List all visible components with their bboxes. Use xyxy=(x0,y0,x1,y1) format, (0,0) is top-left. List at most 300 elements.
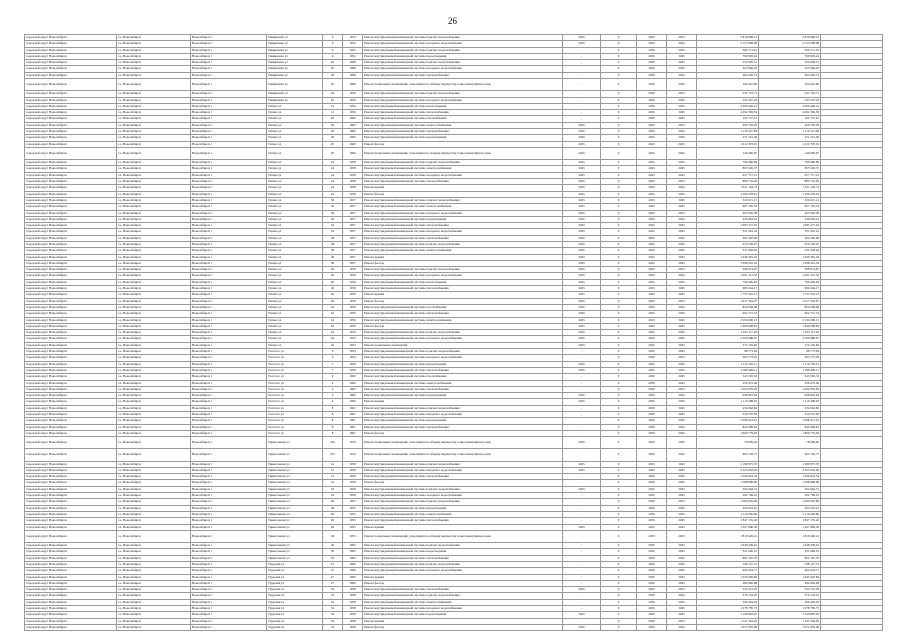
house-cell: 12 xyxy=(323,103,343,109)
district-cell: г.о. Новосибирск xyxy=(117,210,191,216)
work-type-cell: Ремонт внутридомовой инженерной системы электроснабжения xyxy=(363,204,563,210)
house-cell: 8 xyxy=(323,430,343,436)
locality-cell: Новосибирск г xyxy=(191,418,267,424)
total-cost-cell: 1 180 875,70 xyxy=(759,461,821,467)
plan-year-cell: 2045 xyxy=(563,223,601,229)
house-cell: 34 xyxy=(323,229,343,235)
plan-year-cell: 2045 xyxy=(563,467,601,473)
municipality-cell: городской округ Новосибирск xyxy=(25,292,117,298)
plan-year-cell: 2045 xyxy=(563,254,601,260)
district-cell: г.о. Новосибирск xyxy=(117,160,191,166)
year-cell: 1962 xyxy=(343,549,363,555)
cost-cell: 1 266 623,54 xyxy=(697,474,759,480)
work-type-cell: Ремонт внутридомовой инженерной системы водоотведения xyxy=(363,135,563,141)
start-year-cell: 2045 xyxy=(637,135,667,141)
plan-year-cell: 2045 xyxy=(563,260,601,266)
work-type-cell: Ремонт фасада xyxy=(363,260,563,266)
end-year-cell: 2045 xyxy=(667,248,697,254)
locality-cell: Новосибирск г xyxy=(191,336,267,342)
work-type-cell: Ремонт подвальных помещений, относящихся к общему имуществу в многоквартирном доме xyxy=(363,147,563,159)
end-year-cell: 2045 xyxy=(667,505,697,511)
end-year-cell: 2045 xyxy=(667,330,697,336)
locality-cell: Новосибирск г xyxy=(191,380,267,386)
locality-cell: Новосибирск г xyxy=(191,580,267,586)
street-cell: Трудовая ул xyxy=(267,599,323,605)
year-cell: 1959 xyxy=(343,323,363,329)
street-cell: Трикотажная ул xyxy=(267,493,323,499)
end-year-cell: 2045 xyxy=(667,342,697,348)
total-cost-cell: 657 717,12 xyxy=(759,172,821,178)
total-cost-cell: 1 266 623,54 xyxy=(759,474,821,480)
plan-year-cell: - xyxy=(563,593,601,599)
municipality-cell: городской округ Новосибирск xyxy=(25,147,117,159)
municipality-cell: городской округ Новосибирск xyxy=(25,555,117,561)
end-year-cell: 2045 xyxy=(667,399,697,405)
cost-cell: 146 060,97 xyxy=(697,147,759,159)
district-cell: г.о. Новосибирск xyxy=(117,568,191,574)
street-cell: Титова ул xyxy=(267,160,323,166)
work-type-cell: Ремонт внутридомовой инженерной системы холодного водоснабжения xyxy=(363,355,563,361)
cost-cell: 948 801,94 xyxy=(697,393,759,399)
work-type-cell: Ремонт подвальных помещений, относящихся к общему имуществу в многоквартирном доме xyxy=(363,79,563,91)
street-cell: Трудовая ул xyxy=(267,561,323,567)
house-cell: 6 xyxy=(323,47,343,53)
start-year-cell: 2045 xyxy=(637,35,667,41)
district-cell: г.о. Новосибирск xyxy=(117,197,191,203)
plan-year-cell: 2045 xyxy=(563,342,601,348)
end-year-cell: 2045 xyxy=(667,129,697,135)
total-cost-cell: 464 026,73 xyxy=(759,72,821,78)
street-cell: Титова ул xyxy=(267,336,323,342)
plan-year-cell: - xyxy=(563,380,601,386)
street-cell: Толстого ул xyxy=(267,380,323,386)
total-cost-cell: 398 014,87 xyxy=(759,267,821,273)
total-cost-cell: 1 098 261,54 xyxy=(759,260,821,266)
street-cell: Трикотажная ул xyxy=(267,505,323,511)
start-year-cell: 2045 xyxy=(637,141,667,147)
start-year-cell: 2045 xyxy=(637,210,667,216)
cost-cell: 351 901,24 xyxy=(697,229,759,235)
flag-cell: 0 xyxy=(601,91,637,97)
year-cell: 1955 xyxy=(343,511,363,517)
flag-cell: 0 xyxy=(601,386,637,392)
street-cell: Титова ул xyxy=(267,248,323,254)
district-cell: г.о. Новосибирск xyxy=(117,336,191,342)
locality-cell: Новосибирск г xyxy=(191,279,267,285)
start-year-cell: 2045 xyxy=(637,122,667,128)
street-cell: Титова ул xyxy=(267,223,323,229)
flag-cell: 0 xyxy=(601,141,637,147)
start-year-cell: 2030 xyxy=(637,555,667,561)
cost-cell: 4 292 369,59 xyxy=(697,110,759,116)
house-cell: 32 xyxy=(323,618,343,624)
work-type-cell: Ремонт внутридомовой инженерной системы электроснабжения xyxy=(363,511,563,517)
year-cell: 1960 xyxy=(343,116,363,122)
end-year-cell: 2045 xyxy=(667,618,697,624)
flag-cell: 0 xyxy=(601,349,637,355)
year-cell: 1955 xyxy=(343,524,363,530)
end-year-cell: 2045 xyxy=(667,103,697,109)
plan-year-cell: 2045 xyxy=(563,286,601,292)
total-cost-cell: 4 292 369,59 xyxy=(759,110,821,116)
house-cell: 49 xyxy=(323,511,343,517)
total-cost-cell: 2 194 600,15 xyxy=(759,317,821,323)
municipality-cell: городской округ Новосибирск xyxy=(25,430,117,436)
total-cost-cell: 2 523 632,20 xyxy=(759,467,821,473)
cost-cell: 798 127,31 xyxy=(697,561,759,567)
total-cost-cell: 309 171,91 xyxy=(759,47,821,53)
plan-year-cell: 2045 xyxy=(563,298,601,304)
street-cell: Тимирязева ул xyxy=(267,66,323,72)
house-cell: 49 xyxy=(323,518,343,524)
street-cell: Титова ул xyxy=(267,273,323,279)
flag-cell: 0 xyxy=(601,191,637,197)
start-year-cell: 2045 xyxy=(637,317,667,323)
start-year-cell: 2030 xyxy=(637,568,667,574)
work-type-cell: Ремонт внутридомовой инженерной системы водоотведения xyxy=(363,53,563,59)
plan-year-cell: - xyxy=(563,79,601,91)
flag-cell: 0 xyxy=(601,524,637,530)
district-cell: г.о. Новосибирск xyxy=(117,311,191,317)
work-type-cell: Ремонт внутридомовой инженерной системы теплоснабжения xyxy=(363,72,563,78)
flag-cell: 0 xyxy=(601,235,637,241)
work-type-cell: Ремонт внутридомовой инженерной системы горячего водоснабжения xyxy=(363,197,563,203)
house-cell: 27 xyxy=(323,568,343,574)
end-year-cell: 2045 xyxy=(667,191,697,197)
locality-cell: Новосибирск г xyxy=(191,467,267,473)
locality-cell: Новосибирск г xyxy=(191,129,267,135)
locality-cell: Новосибирск г xyxy=(191,561,267,567)
total-cost-cell: 351 901,24 xyxy=(759,229,821,235)
house-cell: 49 xyxy=(323,524,343,530)
flag-cell: 0 xyxy=(601,580,637,586)
locality-cell: Новосибирск г xyxy=(191,549,267,555)
locality-cell: Новосибирск г xyxy=(191,135,267,141)
cost-cell: 305 773,93 xyxy=(697,355,759,361)
locality-cell: Новосибирск г xyxy=(191,273,267,279)
cost-cell: 880 732,02 xyxy=(697,179,759,185)
municipality-cell: городской округ Новосибирск xyxy=(25,141,117,147)
note-cell xyxy=(821,79,883,91)
end-year-cell: 2045 xyxy=(667,223,697,229)
work-type-cell: Ремонт внутридомовой инженерной системы водоотведения xyxy=(363,549,563,555)
total-cost-cell: 406 765,93 xyxy=(759,122,821,128)
flag-cell: 0 xyxy=(601,336,637,342)
note-cell xyxy=(821,437,883,449)
house-cell: 42 xyxy=(323,323,343,329)
plan-year-cell: 2045 xyxy=(563,273,601,279)
municipality-cell: городской округ Новосибирск xyxy=(25,179,117,185)
total-cost-cell: 805 526,37 xyxy=(759,166,821,172)
municipality-cell: городской округ Новосибирск xyxy=(25,185,117,191)
street-cell: Тимирязева ул xyxy=(267,72,323,78)
flag-cell: 0 xyxy=(601,618,637,624)
plan-year-cell: - xyxy=(563,530,601,542)
year-cell: 1958 xyxy=(343,467,363,473)
street-cell: Трудовая ул xyxy=(267,568,323,574)
house-cell: 43 xyxy=(323,493,343,499)
district-cell: г.о. Новосибирск xyxy=(117,474,191,480)
street-cell: Титова ул xyxy=(267,229,323,235)
end-year-cell: 2045 xyxy=(667,197,697,203)
cost-cell: 1 046 381,18 xyxy=(697,254,759,260)
year-cell: 1952 xyxy=(343,35,363,41)
total-cost-cell: 1 110 408,20 xyxy=(759,399,821,405)
street-cell: Трикотажная ул xyxy=(267,518,323,524)
flag-cell: 0 xyxy=(601,298,637,304)
locality-cell: Новосибирск г xyxy=(191,166,267,172)
locality-cell: Новосибирск г xyxy=(191,97,267,103)
end-year-cell: 2045 xyxy=(667,147,697,159)
house-cell: 32 xyxy=(323,587,343,593)
cost-cell: 1 069 602,86 xyxy=(697,499,759,505)
flag-cell: 0 xyxy=(601,405,637,411)
end-year-cell: 2045 xyxy=(667,210,697,216)
end-year-cell: 2045 xyxy=(667,166,697,172)
plan-year-cell: 2045 xyxy=(563,185,601,191)
municipality-cell: городской округ Новосибирск xyxy=(25,418,117,424)
start-year-cell: 2030 xyxy=(637,618,667,624)
district-cell: г.о. Новосибирск xyxy=(117,216,191,222)
street-cell: Тимирязева ул xyxy=(267,79,323,91)
total-cost-cell: 464 419,71 xyxy=(759,568,821,574)
work-type-cell: Ремонт крыши xyxy=(363,399,563,405)
locality-cell: Новосибирск г xyxy=(191,110,267,116)
year-cell: 1960 xyxy=(343,129,363,135)
start-year-cell: 2045 xyxy=(637,399,667,405)
house-cell: 32 xyxy=(323,605,343,611)
cost-cell: 484 682,08 xyxy=(697,580,759,586)
year-cell: 1958 xyxy=(343,367,363,373)
district-cell: г.о. Новосибирск xyxy=(117,66,191,72)
locality-cell: Новосибирск г xyxy=(191,342,267,348)
year-cell: 1959 xyxy=(343,273,363,279)
work-type-cell: Ремонт внутридомовой инженерной системы теплоснабжения xyxy=(363,424,563,430)
street-cell: Трикотажная ул xyxy=(267,524,323,530)
house-cell: 26 xyxy=(323,66,343,72)
year-cell: 1958 xyxy=(343,605,363,611)
plan-year-cell: - xyxy=(563,430,601,436)
street-cell: Титова ул xyxy=(267,166,323,172)
municipality-cell: городской округ Новосибирск xyxy=(25,587,117,593)
end-year-cell: 2045 xyxy=(667,530,697,542)
street-cell: Тимирязева ул xyxy=(267,47,323,53)
work-type-cell: Ремонт внутридомовой инженерной системы холодного водоснабжения xyxy=(363,568,563,574)
municipality-cell: городской округ Новосибирск xyxy=(25,210,117,216)
flag-cell: 0 xyxy=(601,530,637,542)
municipality-cell: городской округ Новосибирск xyxy=(25,349,117,355)
district-cell: г.о. Новосибирск xyxy=(117,461,191,467)
municipality-cell: городской округ Новосибирск xyxy=(25,323,117,329)
municipality-cell: городской округ Новосибирск xyxy=(25,116,117,122)
house-cell: 44 xyxy=(323,336,343,342)
cost-cell: 98 773,64 xyxy=(697,349,759,355)
cost-cell: 376 134,01 xyxy=(697,593,759,599)
municipality-cell: городской округ Новосибирск xyxy=(25,412,117,418)
plan-year-cell: 2045 xyxy=(563,129,601,135)
total-cost-cell: 274 145,60 xyxy=(759,342,821,348)
year-cell: 1955 xyxy=(343,530,363,542)
start-year-cell: 2045 xyxy=(637,486,667,492)
house-cell: 20 xyxy=(323,141,343,147)
street-cell: Толстого ул xyxy=(267,405,323,411)
plan-year-cell: 2045 xyxy=(563,166,601,172)
total-cost-cell: 231 701,71 xyxy=(759,91,821,97)
flag-cell: 0 xyxy=(601,399,637,405)
flag-cell: 0 xyxy=(601,204,637,210)
plan-year-cell: 2045 xyxy=(563,147,601,159)
total-cost-cell: 543 565,33 xyxy=(759,374,821,380)
cost-cell: 396 404,03 xyxy=(697,599,759,605)
total-cost-cell: 1 045 620,84 xyxy=(759,574,821,580)
cost-cell: 1 062 835,83 xyxy=(697,386,759,392)
end-year-cell: 2045 xyxy=(667,110,697,116)
locality-cell: Новосибирск г xyxy=(191,349,267,355)
plan-year-cell: 2045 xyxy=(563,624,601,630)
district-cell: г.о. Новосибирск xyxy=(117,191,191,197)
district-cell: г.о. Новосибирск xyxy=(117,437,191,449)
total-cost-cell: 1 166 893,05 xyxy=(759,612,821,618)
year-cell: 1957 xyxy=(343,241,363,247)
end-year-cell: 2045 xyxy=(667,72,697,78)
cost-cell: 254 609,51 xyxy=(697,60,759,66)
municipality-cell: городской округ Новосибирск xyxy=(25,399,117,405)
district-cell: г.о. Новосибирск xyxy=(117,129,191,135)
district-cell: г.о. Новосибирск xyxy=(117,72,191,78)
end-year-cell: 2045 xyxy=(667,298,697,304)
municipality-cell: городской округ Новосибирск xyxy=(25,223,117,229)
plan-year-cell: 2045 xyxy=(563,172,601,178)
work-type-cell: Ремонт внутридомовой инженерной системы теплоснабжения xyxy=(363,367,563,373)
start-year-cell: 2030 xyxy=(637,380,667,386)
locality-cell: Новосибирск г xyxy=(191,66,267,72)
flag-cell: 0 xyxy=(601,374,637,380)
district-cell: г.о. Новосибирск xyxy=(117,298,191,304)
plan-year-cell: - xyxy=(563,405,601,411)
street-cell: Титова ул xyxy=(267,311,323,317)
municipality-cell: городской округ Новосибирск xyxy=(25,304,117,310)
house-cell: 44 xyxy=(323,342,343,348)
work-type-cell: Ремонт внутридомовой инженерной системы горячего водоснабжения xyxy=(363,561,563,567)
start-year-cell: 2045 xyxy=(637,342,667,348)
start-year-cell: 2045 xyxy=(637,267,667,273)
end-year-cell: 2045 xyxy=(667,412,697,418)
street-cell: Титова ул xyxy=(267,103,323,109)
street-cell: Трудовая ул xyxy=(267,593,323,599)
plan-year-cell: 2045 xyxy=(563,279,601,285)
locality-cell: Новосибирск г xyxy=(191,386,267,392)
work-type-cell: Ремонт внутридомовой инженерной системы газоснабжения xyxy=(363,304,563,310)
locality-cell: Новосибирск г xyxy=(191,330,267,336)
start-year-cell: 2045 xyxy=(637,185,667,191)
start-year-cell: 2030 xyxy=(637,505,667,511)
municipality-cell: городской округ Новосибирск xyxy=(25,204,117,210)
municipality-cell: городской округ Новосибирск xyxy=(25,254,117,260)
cost-cell: 1 119 050,66 xyxy=(697,511,759,517)
district-cell: г.о. Новосибирск xyxy=(117,254,191,260)
cost-cell: 274 145,60 xyxy=(697,342,759,348)
municipality-cell: городской округ Новосибирск xyxy=(25,286,117,292)
total-cost-cell: 364 664,72 xyxy=(759,486,821,492)
plan-year-cell: 2045 xyxy=(563,179,601,185)
locality-cell: Новосибирск г xyxy=(191,298,267,304)
work-type-cell: Ремонт внутридомовой инженерной системы теплоснабжения xyxy=(363,555,563,561)
plan-year-cell: - xyxy=(563,116,601,122)
plan-year-cell: - xyxy=(563,480,601,486)
locality-cell: Новосибирск г xyxy=(191,47,267,53)
locality-cell: Новосибирск г xyxy=(191,216,267,222)
start-year-cell: 2030 xyxy=(637,47,667,53)
district-cell: г.о. Новосибирск xyxy=(117,53,191,59)
street-cell: Титова ул xyxy=(267,286,323,292)
street-cell: Трикотажная ул xyxy=(267,486,323,492)
end-year-cell: 2045 xyxy=(667,135,697,141)
plan-year-cell: - xyxy=(563,412,601,418)
plan-year-cell: - xyxy=(563,418,601,424)
street-cell: Титова ул xyxy=(267,254,323,260)
year-cell: 1957 xyxy=(343,223,363,229)
end-year-cell: 2045 xyxy=(667,612,697,618)
municipality-cell: городской округ Новосибирск xyxy=(25,593,117,599)
year-cell: 1958 xyxy=(343,593,363,599)
street-cell: Толстого ул xyxy=(267,374,323,380)
house-cell: 24 xyxy=(323,172,343,178)
total-cost-cell: 262 769,01 xyxy=(759,493,821,499)
flag-cell: 0 xyxy=(601,273,637,279)
house-cell: 44 xyxy=(323,330,343,336)
locality-cell: Новосибирск г xyxy=(191,260,267,266)
year-cell: 1957 xyxy=(343,229,363,235)
district-cell: г.о. Новосибирск xyxy=(117,430,191,436)
street-cell: Титова ул xyxy=(267,122,323,128)
municipality-cell: городской округ Новосибирск xyxy=(25,486,117,492)
total-cost-cell: 907 165,53 xyxy=(759,204,821,210)
work-type-cell: Ремонт подвальных помещений, относящихся к общему имуществу в многоквартирном доме xyxy=(363,437,563,449)
house-cell: 40 xyxy=(323,279,343,285)
house-cell: 27 xyxy=(323,561,343,567)
total-cost-cell: 102 137,61 xyxy=(759,116,821,122)
cost-cell: 251 221,49 xyxy=(697,135,759,141)
flag-cell: 0 xyxy=(601,593,637,599)
district-cell: г.о. Новосибирск xyxy=(117,367,191,373)
total-cost-cell: 1 847 155,26 xyxy=(759,518,821,524)
municipality-cell: городской округ Новосибирск xyxy=(25,474,117,480)
municipality-cell: городской округ Новосибирск xyxy=(25,66,117,72)
work-type-cell: Ремонт фасада xyxy=(363,323,563,329)
end-year-cell: 2045 xyxy=(667,624,697,630)
end-year-cell: 2045 xyxy=(667,179,697,185)
end-year-cell: 2045 xyxy=(667,41,697,47)
flag-cell: 0 xyxy=(601,254,637,260)
municipality-cell: городской округ Новосибирск xyxy=(25,599,117,605)
flag-cell: 0 xyxy=(601,474,637,480)
street-cell: Толстого ул xyxy=(267,386,323,392)
work-type-cell: Ремонт внутридомовой инженерной системы холодного водоснабжения xyxy=(363,210,563,216)
work-type-cell: Ремонт внутридомовой инженерной системы теплоснабжения xyxy=(363,286,563,292)
start-year-cell: 2045 xyxy=(637,330,667,336)
municipality-cell: городской округ Новосибирск xyxy=(25,574,117,580)
cost-cell: 406 765,93 xyxy=(697,122,759,128)
street-cell: Толстого ул xyxy=(267,393,323,399)
end-year-cell: 2045 xyxy=(667,480,697,486)
flag-cell: 0 xyxy=(601,355,637,361)
total-cost-cell: 2 509 988,97 xyxy=(759,336,821,342)
locality-cell: Новосибирск г xyxy=(191,147,267,159)
end-year-cell: 2045 xyxy=(667,235,697,241)
plan-year-cell: 2045 xyxy=(563,393,601,399)
street-cell: Толстого ул xyxy=(267,430,323,436)
total-cost-cell: 321 660,01 xyxy=(759,549,821,555)
